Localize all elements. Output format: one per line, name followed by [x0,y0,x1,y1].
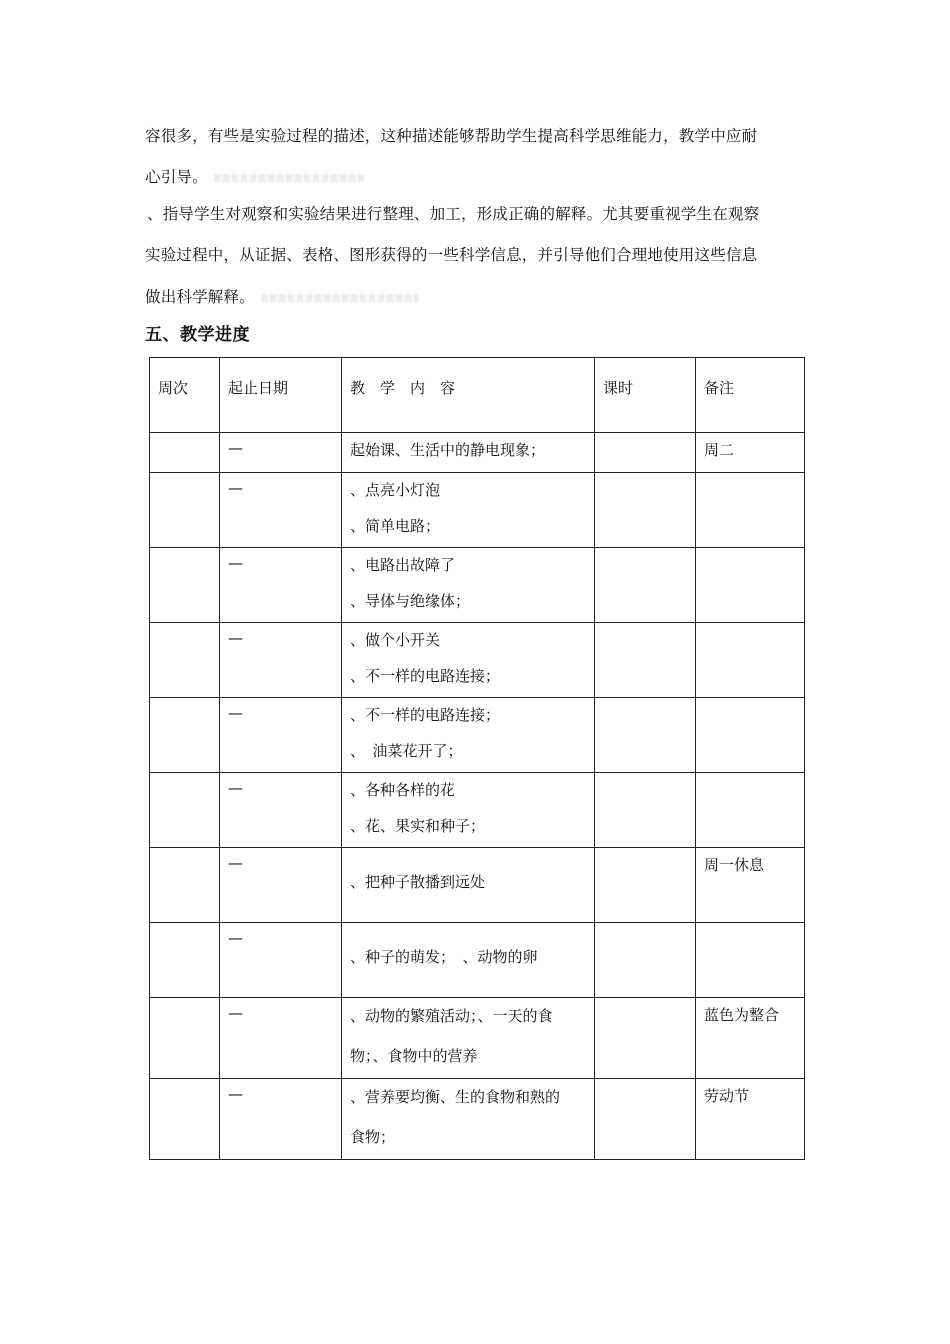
table-row [150,548,805,623]
cell-content: 、各种各样的花 、花、果实和种子； [342,773,595,848]
cell-hours [595,433,696,473]
cell-date: — [220,923,342,998]
cell-note: 蓝色为整合 [696,998,805,1079]
cell-date: — [220,473,342,548]
table-row [150,848,805,923]
table-header-row [150,358,805,433]
paragraph-line: 实验过程中，从证据、表格、图形获得的一些科学信息，并引导他们合理地使用这些信息 [145,246,758,264]
cell-week [150,923,220,998]
cell-hours [595,1079,696,1160]
cell-content: 、把种子散播到远处 [342,848,595,923]
cell-date: — [220,548,342,623]
cell-note [696,548,805,623]
cell-week [150,848,220,923]
cell-hours [595,623,696,698]
cell-week [150,433,220,473]
cell-note [696,773,805,848]
paragraph-5 [145,277,810,318]
cell-week [150,1079,220,1160]
cell-content: 、电路出故障了 、导体与绝缘体； [342,548,595,623]
table-row [150,1079,805,1160]
cell-note [696,923,805,998]
cell-date: — [220,773,342,848]
paragraph-line: 心引导。 [145,168,208,186]
table-row [150,473,805,548]
cell-date: — [220,698,342,773]
cell-week [150,548,220,623]
cell-content: 、点亮小灯泡 、简单电路； [342,473,595,548]
cell-note [696,698,805,773]
cell-note: 周二 [696,433,805,473]
paragraph-line: 、指导学生对观察和实验结果进行整理、加工，形成正确的解释。尤其要重视学生在观察 [147,205,760,223]
cell-date: — [220,623,342,698]
cell-week [150,473,220,548]
cell-content: 、不一样的电路连接； 、 油菜花开了； [342,698,595,773]
cell-date: — [220,998,342,1079]
table-row [150,433,805,473]
table-row [150,698,805,773]
cell-content: 、种子的萌发； 、动物的卵 [342,923,595,998]
cell-week [150,698,220,773]
header-note: 备注 [696,358,805,433]
paragraph-1 [145,116,810,157]
cell-content: 、营养要均衡、生的食物和熟的 食物； [342,1079,595,1160]
cell-date: — [220,433,342,473]
cell-hours [595,548,696,623]
cell-hours [595,773,696,848]
schedule-table [149,357,805,1160]
cell-hours [595,698,696,773]
faint-watermark-text [261,294,419,302]
cell-date: — [220,1079,342,1160]
table-row [150,923,805,998]
cell-note [696,473,805,548]
cell-note: 劳动节 [696,1079,805,1160]
cell-content: 、做个小开关 、不一样的电路连接； [342,623,595,698]
header-content: 教 学 内 容 [342,358,595,433]
paragraph-4 [145,235,810,276]
paragraph-line: 容很多，有些是实验过程的描述，这种描述能够帮助学生提高科学思维能力，教学中应耐 [145,127,758,145]
cell-content: 、动物的繁殖活动；、一天的食 物；、食物中的营养 [342,998,595,1079]
table-row [150,623,805,698]
header-date: 起止日期 [220,358,342,433]
header-hours: 课时 [595,358,696,433]
section-heading: 五、教学进度 [145,325,250,345]
cell-hours [595,848,696,923]
table-row [150,773,805,848]
cell-hours [595,473,696,548]
header-week: 周次 [150,358,220,433]
faint-watermark-text [214,174,364,182]
table-row [150,998,805,1079]
cell-week [150,998,220,1079]
cell-note [696,623,805,698]
cell-week [150,623,220,698]
cell-hours [595,923,696,998]
paragraph-2 [145,157,810,198]
cell-content: 起始课、生活中的静电现象； [342,433,595,473]
cell-week [150,773,220,848]
cell-note: 周一休息 [696,848,805,923]
paragraph-line: 做出科学解释。 [145,288,255,306]
cell-hours [595,998,696,1079]
cell-date: — [220,848,342,923]
paragraph-3 [147,194,812,235]
